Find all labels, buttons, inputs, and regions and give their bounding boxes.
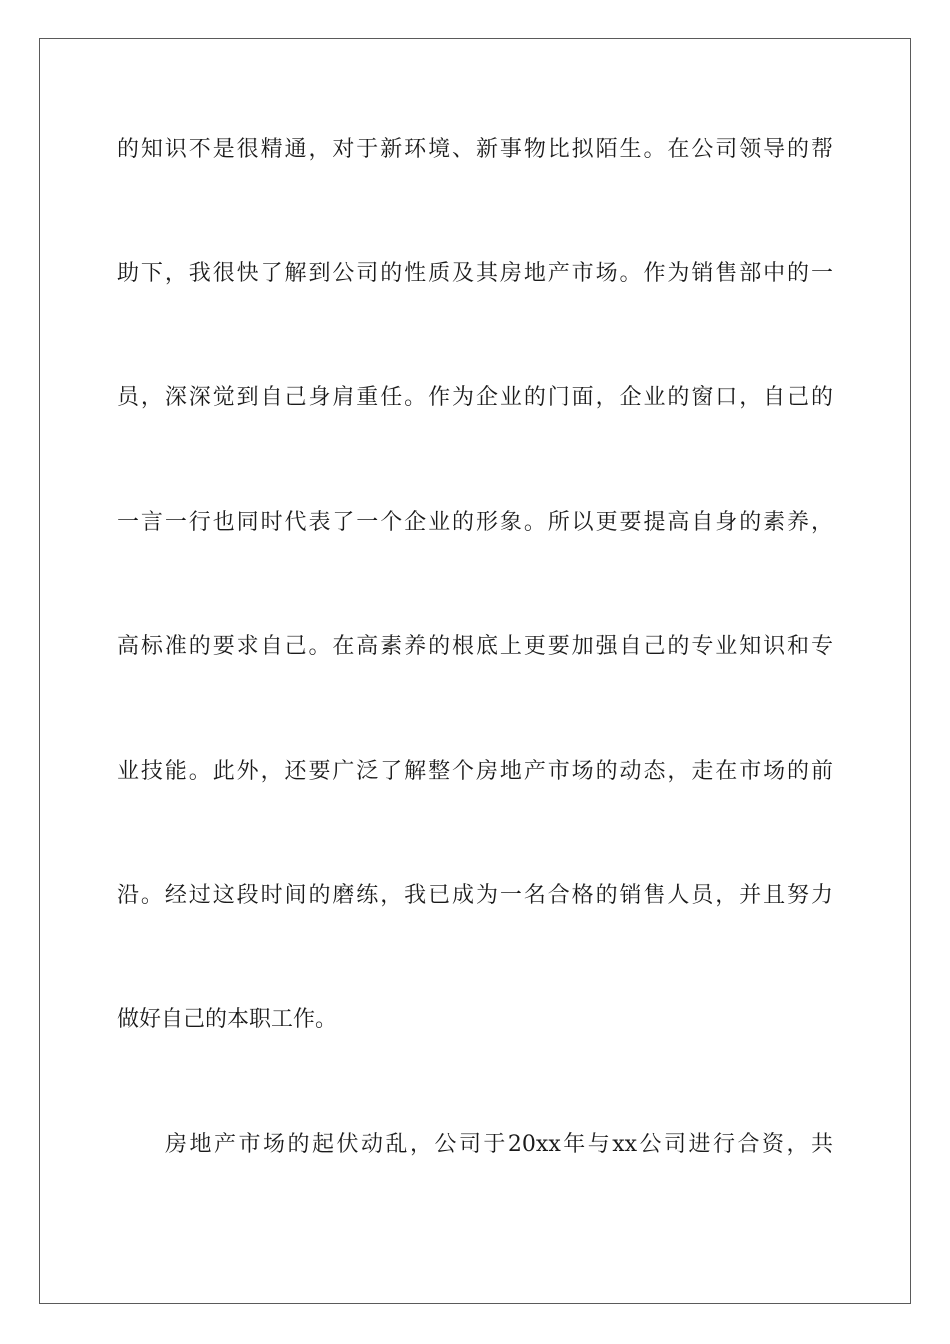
- text-line-4: 一言一行也同时代表了一个企业的形象。所以更要提高自身的素养，: [117, 510, 833, 535]
- paragraph-start-line: 房地产市场的起伏动乱，公司于20xx年与xx公司进行合资，共: [165, 1132, 833, 1157]
- text-line-7: 沿。经过这段时间的磨练，我已成为一名合格的销售人员，并且努力: [117, 883, 833, 908]
- text-line-8: 做好自己的本职工作。: [117, 1007, 338, 1032]
- page-border: [39, 38, 911, 1304]
- text-line-3: 员，深深觉到自己身肩重任。作为企业的门面，企业的窗口，自己的: [117, 385, 833, 410]
- text-line-2: 助下，我很快了解到公司的性质及其房地产市场。作为销售部中的一: [117, 261, 833, 286]
- text-line-1: 的知识不是很精通，对于新环境、新事物比拟陌生。在公司领导的帮: [117, 137, 833, 162]
- text-line-5: 高标准的要求自己。在高素养的根底上更要加强自己的专业知识和专: [117, 634, 833, 659]
- text-line-6: 业技能。此外，还要广泛了解整个房地产市场的动态，走在市场的前: [117, 759, 833, 784]
